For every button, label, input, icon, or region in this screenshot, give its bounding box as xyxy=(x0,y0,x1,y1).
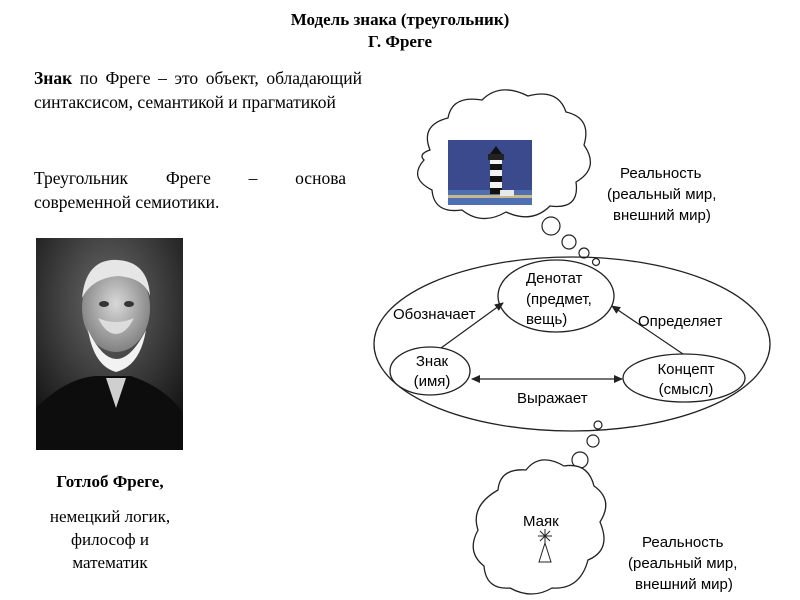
sign-label-2: (имя) xyxy=(413,373,451,390)
denotat-label-1: Денотат xyxy=(526,270,583,287)
edge-label-expresses: Выражает xyxy=(517,390,588,407)
title-line1: Модель знака (треугольник) xyxy=(290,10,510,29)
intro-bold: Знак xyxy=(34,68,73,88)
mayak-label: Маяк xyxy=(523,513,559,530)
reality-top-3: внешний мир) xyxy=(613,207,711,224)
reality-top-1: Реальность xyxy=(620,165,702,182)
denotat-label-2: (предмет, xyxy=(526,291,592,308)
thought-bubble xyxy=(594,421,602,429)
thought-bubble xyxy=(562,235,576,249)
lighthouse-picture xyxy=(448,140,532,205)
thought-bubble xyxy=(593,259,600,266)
thought-bubble xyxy=(587,435,599,447)
denotat-label-3: вещь) xyxy=(526,311,568,328)
concept-label-1: Концепт xyxy=(657,361,715,378)
person-desc-1: немецкий логик, xyxy=(49,507,171,526)
person-desc-3: математик xyxy=(72,553,148,572)
concept-label-2: (смысл) xyxy=(658,381,714,398)
reality-bottom-3: внешний мир) xyxy=(635,576,733,593)
intro-rest: по Фреге – это объект, обладающий синтаксисом, семантикой и прагматикой xyxy=(34,68,362,112)
thought-bubble xyxy=(542,217,560,235)
reality-top-2: (реальный мир, xyxy=(607,186,717,203)
person-desc-2: философ и xyxy=(71,530,149,549)
person-name: Готлоб Фреге, xyxy=(56,472,164,491)
note-paragraph: Треугольник Фреге – основа современной семиотики. xyxy=(34,168,346,212)
edge-label-denotes: Обозначает xyxy=(393,306,476,323)
edge-label-defines: Определяет xyxy=(638,313,723,330)
reality-bottom-2: (реальный мир, xyxy=(628,555,738,572)
reality-bottom-1: Реальность xyxy=(642,534,724,551)
title-line2: Г. Фреге xyxy=(367,32,433,51)
sign-label-1: Знак xyxy=(415,353,449,370)
